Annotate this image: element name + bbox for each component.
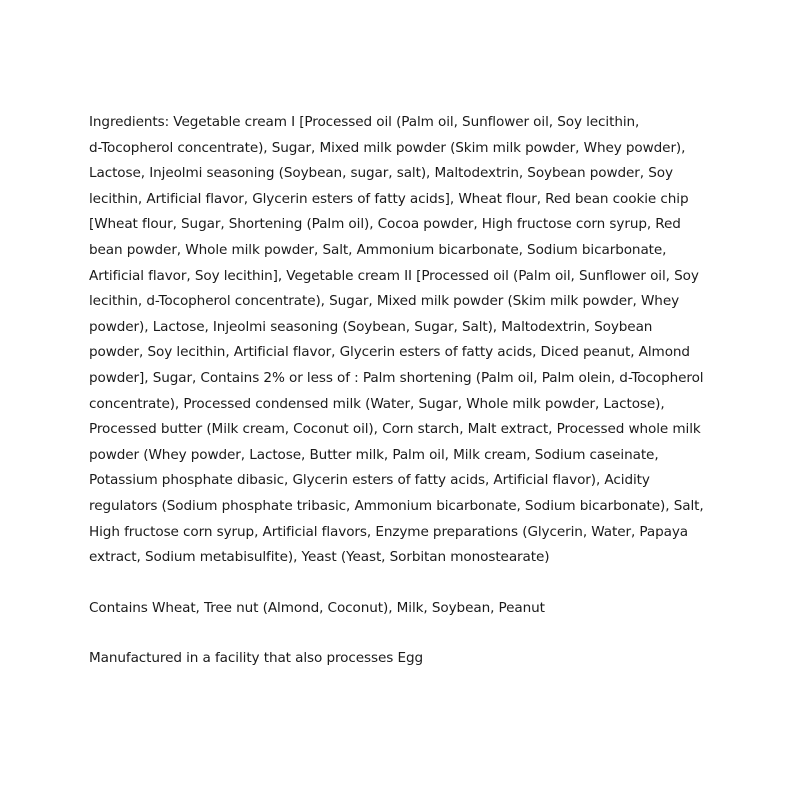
ingredients-line: Potassium phosphate dibasic, Glycerin esters of fatty acids, Artificial flavor), Acidity <box>89 472 650 489</box>
paragraph-spacer <box>89 621 719 646</box>
ingredients-line: extract, Sodium metabisulfite), Yeast (Yeast, Sorbitan monostearate) <box>89 549 550 566</box>
paragraph-spacer <box>89 571 719 596</box>
ingredients-line: lecithin, d-Tocopherol concentrate), Sugar, Mixed milk powder (Skim milk powder, Whey <box>89 293 680 310</box>
ingredients-line: Artificial flavor, Soy lecithin], Vegetable cream II [Processed oil (Palm oil, Sunflower oil, Soy <box>89 267 699 284</box>
ingredients-line: High fructose corn syrup, Artificial flavors, Enzyme preparations (Glycerin, Water, Papaya <box>89 523 689 540</box>
allergen-line: Contains Wheat, Tree nut (Almond, Coconut), Milk, Soybean, Peanut <box>89 599 545 616</box>
ingredients-line: powder), Lactose, Injeolmi seasoning (Soybean, Sugar, Salt), Maltodextrin, Soybean <box>89 318 653 335</box>
ingredients-line: bean powder, Whole milk powder, Salt, Ammonium bicarbonate, Sodium bicarbonate, <box>89 241 667 258</box>
ingredients-line: Ingredients: Vegetable cream I [Processed oil (Palm oil, Sunflower oil, Soy lecithin, <box>89 114 640 130</box>
ingredients-line: lecithin, Artificial flavor, Glycerin esters of fatty acids], Wheat flour, Red bean cookie chip <box>89 190 689 207</box>
ingredients-line: regulators (Sodium phosphate tribasic, Ammonium bicarbonate, Sodium bicarbonate), Salt, <box>89 497 704 514</box>
facility-statement <box>89 646 719 672</box>
allergen-statement <box>89 596 719 622</box>
ingredients-line: Lactose, Injeolmi seasoning (Soybean, sugar, salt), Maltodextrin, Soybean powder, Soy <box>89 165 673 182</box>
ingredients-line: [Wheat flour, Sugar, Shortening (Palm oil), Cocoa powder, High fructose corn syrup, Red <box>89 216 681 233</box>
ingredient-label <box>89 110 719 672</box>
ingredients-line: concentrate), Processed condensed milk (Water, Sugar, Whole milk powder, Lactose), <box>89 395 665 412</box>
ingredients-line: powder, Soy lecithin, Artificial flavor, Glycerin esters of fatty acids, Diced peanut, Almond <box>89 344 690 361</box>
ingredients-line: powder], Sugar, Contains 2% or less of : Palm shortening (Palm oil, Palm olein, d-Tocopherol <box>89 369 704 386</box>
ingredients-line: Processed butter (Milk cream, Coconut oil), Corn starch, Malt extract, Processed whole milk <box>89 421 701 438</box>
ingredients-line: powder (Whey powder, Lactose, Butter milk, Palm oil, Milk cream, Sodium caseinate, <box>89 446 659 463</box>
facility-line: Manufactured in a facility that also processes Egg <box>89 650 424 667</box>
ingredients-line: d-Tocopherol concentrate), Sugar, Mixed milk powder (Skim milk powder, Whey powder), <box>89 139 686 156</box>
ingredients-paragraph <box>89 110 719 571</box>
